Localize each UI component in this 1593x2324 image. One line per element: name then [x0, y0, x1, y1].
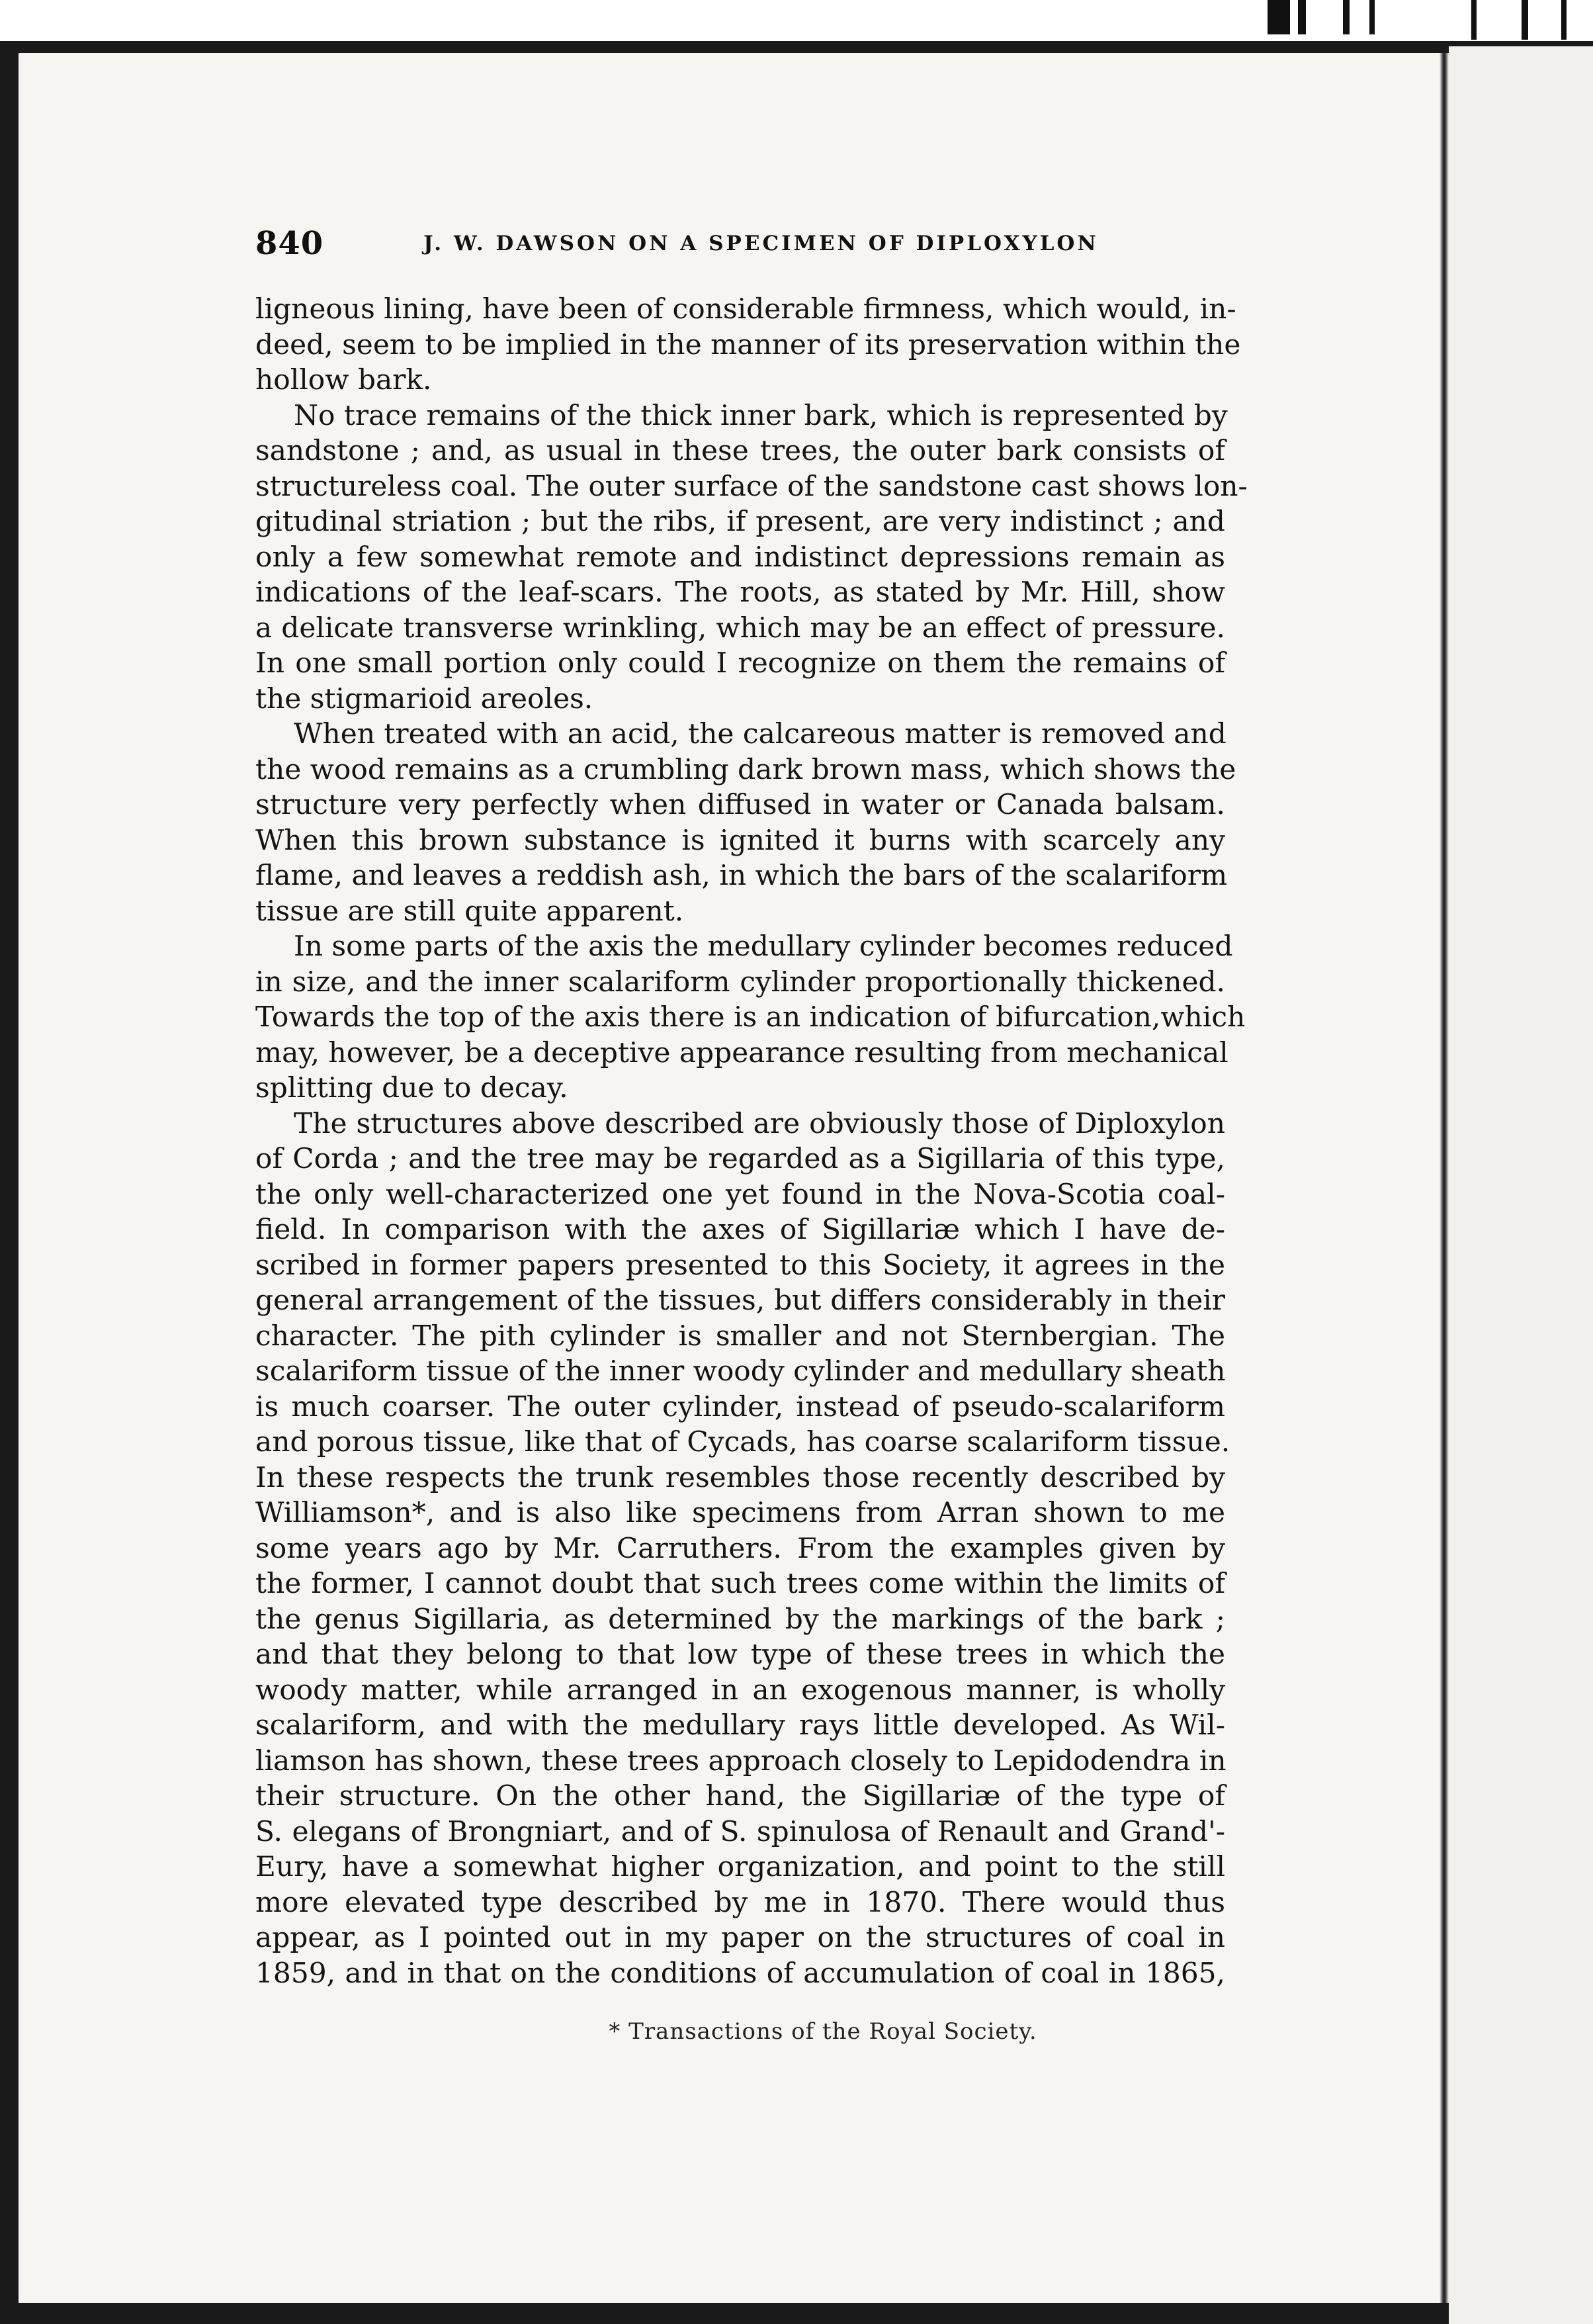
text-line: 1859, and in that on the conditions of accumulation of coal in 1865, — [255, 1956, 1225, 1989]
footnote-text: * Transactions of the Royal Society. — [609, 2018, 1037, 2045]
text-line: gitudinal striation ; but the ribs, if present, are very indistinct ; and — [255, 505, 1225, 537]
page-fold — [1440, 53, 1449, 2303]
text-line: Towards the top of the axis there is an indication of bifurcation,which — [255, 1001, 1246, 1033]
text-line: S. elegans of Brongniart, and of S. spinulosa of Renault and Grand'- — [255, 1814, 1225, 1848]
text-line: The structures above described are obviously those of Diploxylon — [294, 1106, 1225, 1140]
text-line: woody matter, while arranged in an exogenous manner, is wholly — [255, 1673, 1225, 1706]
text-line: In these respects the trunk resembles those recently described by — [255, 1460, 1225, 1494]
text-line: ligneous lining, have been of considerable firmness, which would, in- — [255, 292, 1236, 325]
text-line: the former, I cannot doubt that such trees come within the limits of — [255, 1567, 1225, 1599]
scan-mark — [1471, 0, 1477, 40]
scan-mark — [1561, 0, 1567, 40]
text-line: scalariform tissue of the inner woody cylinder and medullary sheath — [255, 1355, 1226, 1387]
text-line: indications of the leaf-scars. The roots, as stated by Mr. Hill, show — [255, 576, 1225, 608]
text-line: field. In comparison with the axes of Sigillariæ which I have de- — [255, 1213, 1225, 1245]
text-line: hollow bark. — [255, 363, 432, 396]
text-line: the stigmarioid areoles. — [255, 682, 593, 715]
text-line: general arrangement of the tissues, but differs considerably in their — [255, 1284, 1225, 1316]
footnote — [0, 2018, 1593, 2045]
text-line: scribed in former papers presented to this Society, it agrees in the — [255, 1248, 1225, 1281]
page-number: 840 — [255, 225, 324, 262]
page-header — [255, 225, 1254, 271]
scan-mark — [1268, 0, 1290, 34]
text-line: of Corda ; and the tree may be regarded as a Sigillaria of this type, — [255, 1142, 1225, 1175]
text-line: more elevated type described by me in 1870. There would thus — [255, 1885, 1225, 1918]
text-line: In one small portion only could I recognize on them the remains of — [255, 647, 1225, 679]
text-line: is much coarser. The outer cylinder, instead of pseudo-scalariform — [255, 1390, 1225, 1423]
text-line: tissue are still quite apparent. — [255, 894, 684, 927]
text-line: may, however, be a deceptive appearance resulting from mechanical — [255, 1036, 1228, 1069]
text-line: and that they belong to that low type of these trees in which the — [255, 1638, 1225, 1670]
scan-mark — [1369, 0, 1375, 34]
text-line: structure very perfectly when diffused in water or Canada balsam. — [255, 788, 1225, 821]
text-line: and porous tissue, like that of Cycads, has coarse scalariform tissue. — [255, 1425, 1230, 1458]
text-line: In some parts of the axis the medullary cylinder becomes reduced — [294, 930, 1233, 962]
text-line: in size, and the inner scalariform cylinder proportionally thickened. — [255, 965, 1225, 998]
body-text — [255, 291, 1248, 1990]
text-line: flame, and leaves a reddish ash, in which the bars of the scalariform — [255, 859, 1228, 891]
text-line: Eury, have a somewhat higher organization, and point to the still — [255, 1850, 1225, 1883]
text-line: structureless coal. The outer surface of the sandstone cast shows lon- — [255, 469, 1248, 502]
text-line: only a few somewhat remote and indistinct depressions remain as — [255, 540, 1225, 573]
scan-mark — [1522, 0, 1528, 40]
scan-mark — [1298, 0, 1306, 34]
text-line: a delicate transverse wrinkling, which may be an effect of pressure. — [255, 611, 1225, 644]
text-line: their structure. On the other hand, the Sigillariæ of the type of — [255, 1779, 1225, 1812]
running-head: J. W. DAWSON ON A SPECIMEN OF DIPLOXYLON — [423, 232, 1099, 255]
text-line: When this brown substance is ignited it burns with scarcely any — [255, 823, 1225, 856]
text-line: the only well-characterized one yet found in the Nova-Scotia coal- — [255, 1177, 1225, 1210]
text-line: some years ago by Mr. Carruthers. From the examples given by — [255, 1531, 1225, 1564]
scan-top-margin — [0, 0, 1593, 41]
text-line: the genus Sigillaria, as determined by the markings of the bark ; — [255, 1602, 1225, 1635]
text-line: appear, as I pointed out in my paper on the structures of coal in — [255, 1921, 1225, 1953]
scan-mark — [1343, 0, 1350, 34]
text-line: When treated with an acid, the calcareous matter is removed and — [294, 717, 1227, 750]
text-line: liamson has shown, these trees approach closely to Lepidodendra in — [255, 1744, 1227, 1777]
text-line: deed, seem to be implied in the manner of its preservation within the — [255, 328, 1241, 361]
text-line: splitting due to decay. — [255, 1071, 568, 1104]
facing-page-edge — [1449, 46, 1593, 2324]
text-line: Williamson*, and is also like specimens from Arran shown to me — [255, 1496, 1225, 1529]
text-line: character. The pith cylinder is smaller and not Sternbergian. The — [255, 1319, 1225, 1352]
text-line: the wood remains as a crumbling dark brown mass, which shows the — [255, 752, 1236, 785]
text-line: scalariform, and with the medullary rays little developed. As Wil- — [255, 1709, 1225, 1741]
text-line: sandstone ; and, as usual in these trees, the outer bark consists of — [255, 434, 1225, 467]
text-line: No trace remains of the thick inner bark, which is represented by — [294, 398, 1228, 431]
